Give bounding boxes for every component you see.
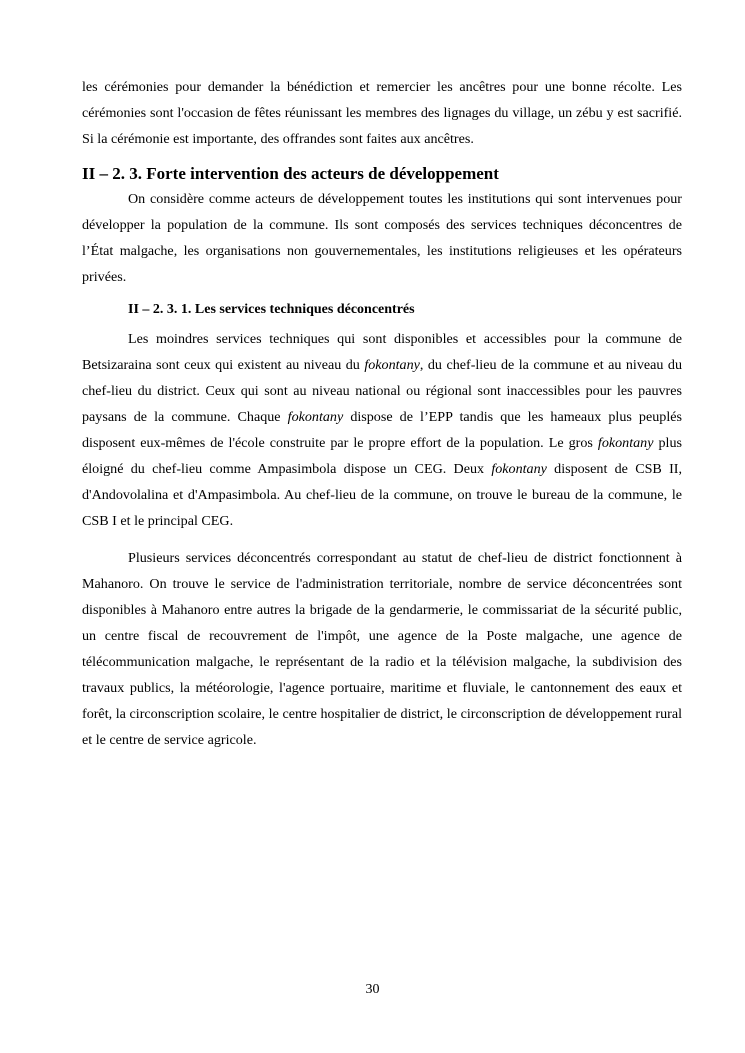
- services-text-5: disposent de CSB II, d'Andovolalina et d'Ampasimbola. Au chef-lieu de la commune, on trouve le bureau de la commune, le CSB I et le principal CEG.: [82, 461, 682, 529]
- services-text-1: Les moindres services techniques qui sont disponibles et accessibles pour la commune de Betsizaraina sont ceux qui existent au niveau du: [82, 331, 682, 373]
- fokontany-term-1: fokontany: [364, 357, 420, 373]
- fokontany-term-3: fokontany: [597, 435, 654, 451]
- section-paragraph: On considère comme acteurs de développement toutes les institutions qui sont intervenues pour développer la population de la commune. Ils sont composés des services techniques déconcentres de l’État malgache, les organisations non gouvernementales, les institutions religieuses et les opérateurs privées.: [82, 191, 682, 285]
- services-text-3: dispose de l’EPP tandis que les hameaux plus peuplés disposent eux-mêmes de l'école construite par le propre effort de la population. Le gros: [82, 409, 682, 451]
- services-text-4: plus éloigné du chef-lieu comme Ampasimbola dispose un CEG. Deux: [82, 435, 682, 477]
- document-page: [82, 74, 682, 753]
- services-text-2: , du chef-lieu de la commune et au niveau du chef-lieu du district. Ceux qui sont au niveau national ou régional sont inaccessibles pour les pauvres paysans de la commune. Chaque: [82, 357, 682, 425]
- section-heading: II – 2. 3. Forte intervention des acteurs de développement: [82, 164, 499, 183]
- district-services-paragraph: Plusieurs services déconcentrés correspondant au statut de chef-lieu de district fonctionnent à Mahanoro. On trouve le service de l'administration territoriale, nombre de service déconcentrées sont disponibles à Mahanoro entre autres la brigade de la gendarmerie, le commissariat de la sécurité public, un centre fiscal de recouvrement de l'impôt, une agence de la Poste malgache, une agence de télécommunication malgache, le représentant de la radio et la télévision malgache, la subdivision des travaux publics, la météorologie, l'agence portuaire, maritime et fluviale, le cantonnement des eaux et forêt, la circonscription scolaire, le centre hospitalier de district, le circonscription de développement rural et le centre de service agricole.: [82, 550, 682, 748]
- fokontany-term-4: fokontany: [491, 461, 547, 477]
- subsection-heading: II – 2. 3. 1. Les services techniques déconcentrés: [128, 302, 415, 317]
- page-number: 30: [365, 982, 380, 997]
- services-paragraph: [82, 326, 682, 534]
- fokontany-term-2: fokontany: [287, 409, 344, 425]
- intro-paragraph: les cérémonies pour demander la bénédiction et remercier les ancêtres pour une bonne récolte. Les cérémonies sont l'occasion de fêtes réunissant les membres des lignages du village, un zébu y est sacrifié. Si la cérémonie est importante, des offrandes sont faites aux ancêtres.: [82, 79, 682, 147]
